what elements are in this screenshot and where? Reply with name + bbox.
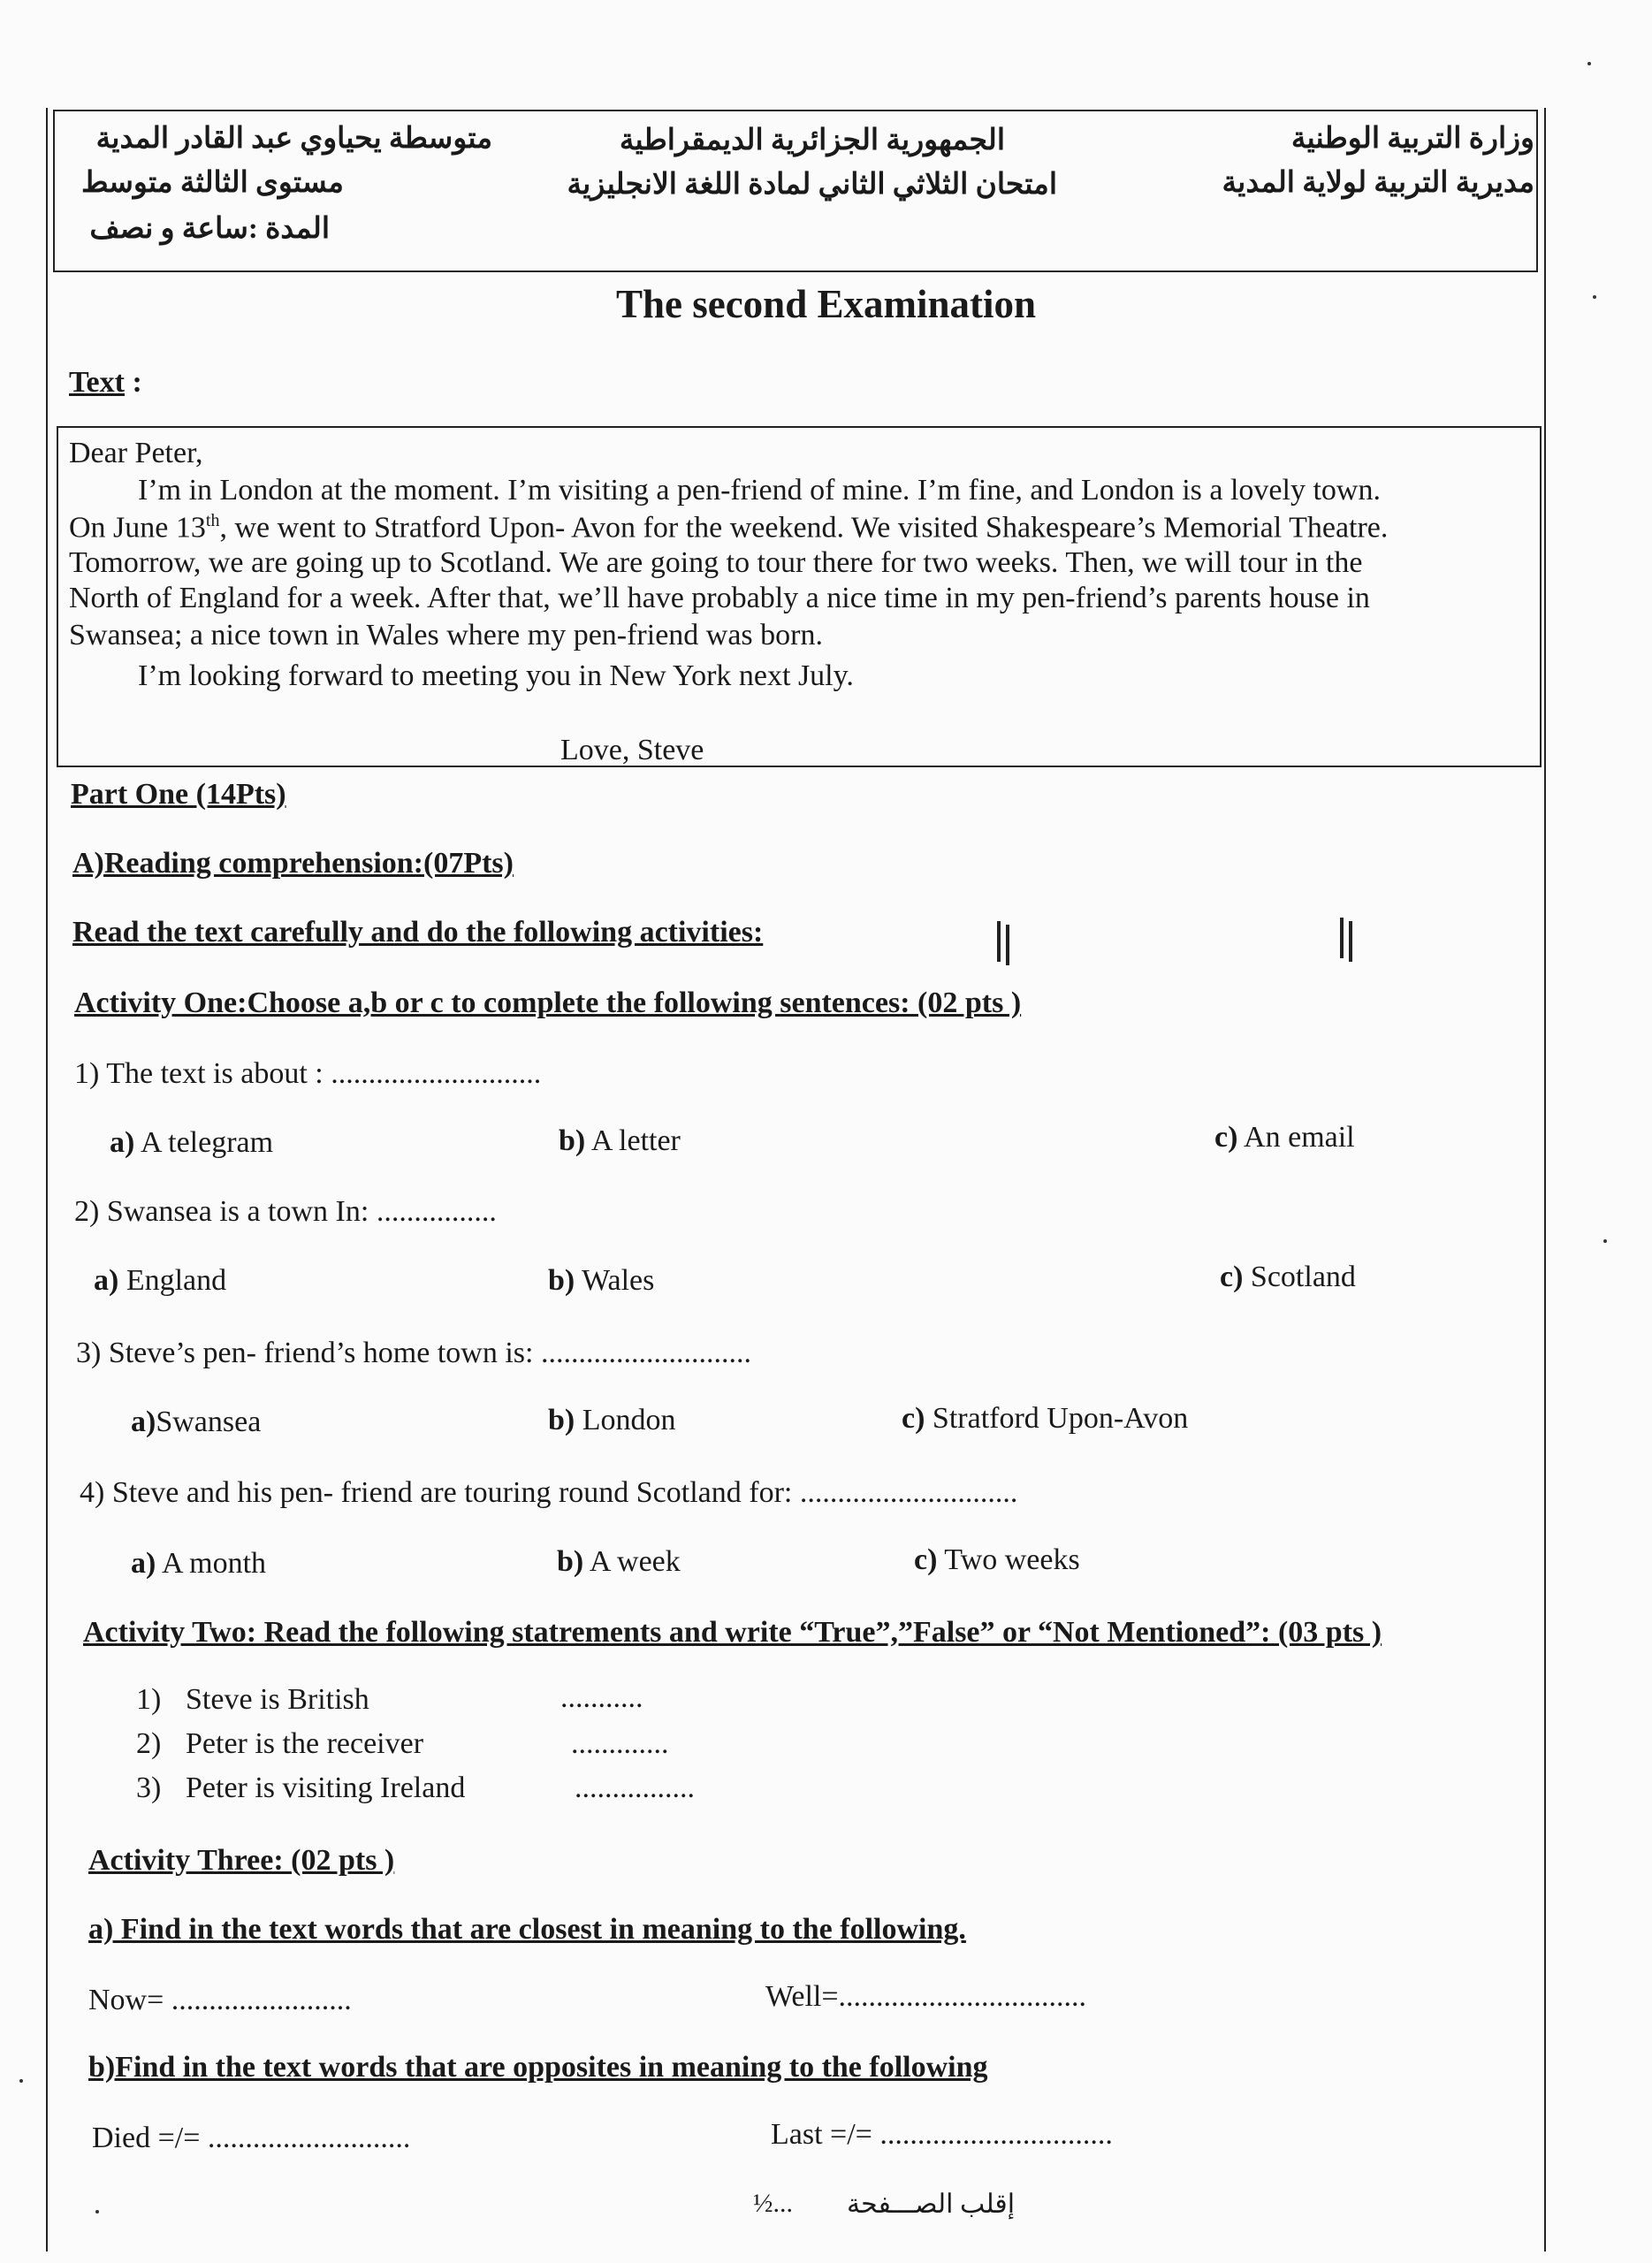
- statement-number: 1): [136, 1683, 162, 1716]
- question-3-option-a[interactable]: [131, 1406, 261, 1439]
- question-2-option-c[interactable]: [1220, 1261, 1356, 1294]
- scan-mark: [1340, 918, 1344, 958]
- option-text: Swansea: [156, 1406, 262, 1438]
- scan-mark: [997, 921, 1001, 962]
- exam-title: The second Examination: [615, 282, 1037, 326]
- question-1-option-a[interactable]: [110, 1126, 273, 1160]
- option-letter: b): [557, 1545, 584, 1578]
- option-letter: a): [94, 1264, 119, 1297]
- well-synonym[interactable]: Well=.................................: [765, 1980, 1087, 2013]
- text-label-colon: :: [124, 366, 142, 399]
- scan-speck: [1587, 62, 1591, 65]
- statement-number: 3): [136, 1772, 162, 1804]
- option-letter: b): [548, 1404, 575, 1436]
- option-text: A week: [583, 1545, 681, 1578]
- option-text: Stratford Upon-Avon: [925, 1402, 1189, 1435]
- question-4-option-c[interactable]: [914, 1543, 1080, 1577]
- now-synonym[interactable]: Now= ........................: [88, 1984, 352, 2016]
- option-letter: a): [131, 1547, 156, 1580]
- statement-3: [136, 1772, 465, 1805]
- exam-duration: المدة :ساعة و نصف: [89, 213, 330, 245]
- option-letter: b): [548, 1264, 575, 1297]
- letter-line-4: North of England for a week. After that, we’ll have probably a nice time in my pen-friend’s parents house in: [69, 582, 1370, 614]
- option-text: A month: [156, 1547, 267, 1580]
- statement-text: Steve is British: [186, 1683, 369, 1716]
- ministry-name: وزارة التربية الوطنية: [1290, 123, 1534, 155]
- activity-one-heading: Activity One:Choose a,b or c to complete the following sentences: (02 pts ): [74, 987, 1022, 1019]
- reading-instruction: Read the text carefully and do the following activities:: [72, 916, 764, 949]
- activity-three-part-a: a) Find in the text words that are closest in meaning to the following.: [88, 1913, 966, 1946]
- question-3: 3) Steve’s pen- friend’s home town is: ............................: [76, 1337, 751, 1369]
- option-text: England: [118, 1264, 227, 1297]
- last-opposite[interactable]: Last =/= ...............................: [771, 2118, 1113, 2151]
- option-text: A letter: [585, 1124, 681, 1157]
- letter-line-1: I’m in London at the moment. I’m visiting a pen-friend of mine. I’m fine, and London is a lovely town.: [138, 474, 1381, 507]
- option-text: Scotland: [1243, 1261, 1356, 1293]
- directorate-name: مديرية التربية لولاية المدية: [1222, 167, 1534, 199]
- statement-text: Peter is the receiver: [186, 1727, 424, 1760]
- reading-comprehension-heading: A)Reading comprehension:(07Pts): [72, 847, 514, 880]
- date-suffix: th: [205, 511, 220, 530]
- question-1-option-b[interactable]: [559, 1124, 681, 1158]
- question-1-option-c[interactable]: [1214, 1121, 1355, 1154]
- question-4-option-a[interactable]: [131, 1547, 266, 1581]
- option-letter: a): [110, 1126, 135, 1159]
- option-text: Two weeks: [937, 1543, 1080, 1576]
- activity-three-heading: Activity Three: (02 pts ): [88, 1844, 395, 1877]
- statement-2-answer[interactable]: .............: [571, 1727, 669, 1760]
- question-3-option-b[interactable]: [548, 1404, 676, 1437]
- statement-3-answer[interactable]: ................: [575, 1772, 695, 1804]
- text-label-row: [69, 366, 142, 400]
- letter-line-2-end: , we went to Stratford Upon- Avon for the weekend. We visited Shakespeare’s Memorial Theatre.: [219, 511, 1389, 545]
- turn-page-note: إقلب الصـــفحة: [847, 2190, 1016, 2219]
- scan-speck: [1593, 295, 1596, 299]
- activity-three-part-b: b)Find in the text words that are opposites in meaning to the following: [88, 2051, 988, 2084]
- page-number: ½...: [753, 2189, 793, 2218]
- statement-number: 2): [136, 1727, 162, 1760]
- school-name: متوسطة يحياوي عبد القادر المدية: [95, 123, 492, 155]
- statement-text: Peter is visiting Ireland: [186, 1772, 466, 1804]
- letter-line-6: I’m looking forward to meeting you in New York next July.: [138, 659, 854, 692]
- letter-line-2-start: On June 13: [69, 511, 206, 545]
- exam-name: امتحان الثلاثي الثاني لمادة اللغة الانجليزية: [567, 169, 1057, 201]
- question-2-option-b[interactable]: [548, 1264, 654, 1298]
- option-text: An email: [1237, 1121, 1355, 1154]
- option-text: Wales: [575, 1264, 655, 1297]
- letter-line-5: Swansea; a nice town in Wales where my pen-friend was born.: [69, 619, 823, 651]
- option-letter: c): [1220, 1261, 1244, 1293]
- question-4-option-b[interactable]: [557, 1545, 681, 1579]
- letter-line-3: Tomorrow, we are going up to Scotland. We are going to tour there for two weeks. Then, we will tour in the: [69, 546, 1363, 579]
- scan-speck: [95, 2210, 99, 2213]
- statement-1-answer[interactable]: ...........: [560, 1681, 643, 1714]
- scan-mark: [1349, 921, 1352, 962]
- republic-name: الجمهورية الجزائرية الديمقراطية: [619, 125, 1005, 156]
- option-text: London: [575, 1404, 676, 1436]
- question-3-option-c[interactable]: [902, 1402, 1188, 1436]
- question-4: 4) Steve and his pen- friend are touring round Scotland for: .............................: [80, 1476, 1018, 1509]
- letter-greeting: Dear Peter,: [69, 437, 203, 469]
- option-letter: a): [131, 1406, 156, 1438]
- activity-two-heading: Activity Two: Read the following statrements and write “True”,”False” or “Not Mentioned”: (03 pts ): [83, 1616, 1382, 1649]
- statement-2: [136, 1727, 423, 1761]
- class-level: مستوى الثالثة متوسط: [80, 167, 344, 199]
- text-label: Text: [69, 366, 125, 399]
- letter-line-2: [69, 511, 1388, 545]
- scan-speck: [1603, 1239, 1607, 1243]
- scan-mark: [1006, 925, 1009, 965]
- part-one-heading: Part One (14Pts): [71, 778, 286, 811]
- question-1: 1) The text is about : ............................: [74, 1057, 542, 1090]
- question-2-option-a[interactable]: [94, 1264, 226, 1298]
- died-opposite[interactable]: Died =/= ...........................: [92, 2122, 411, 2154]
- scan-speck: [19, 2079, 23, 2083]
- statement-1: [136, 1683, 369, 1717]
- option-letter: b): [559, 1124, 586, 1157]
- question-2: 2) Swansea is a town In: ................: [74, 1195, 497, 1228]
- option-letter: c): [902, 1402, 925, 1435]
- option-text: A telegram: [134, 1126, 274, 1159]
- option-letter: c): [1214, 1121, 1238, 1154]
- letter-closing: Love, Steve: [560, 734, 704, 766]
- option-letter: c): [914, 1543, 938, 1576]
